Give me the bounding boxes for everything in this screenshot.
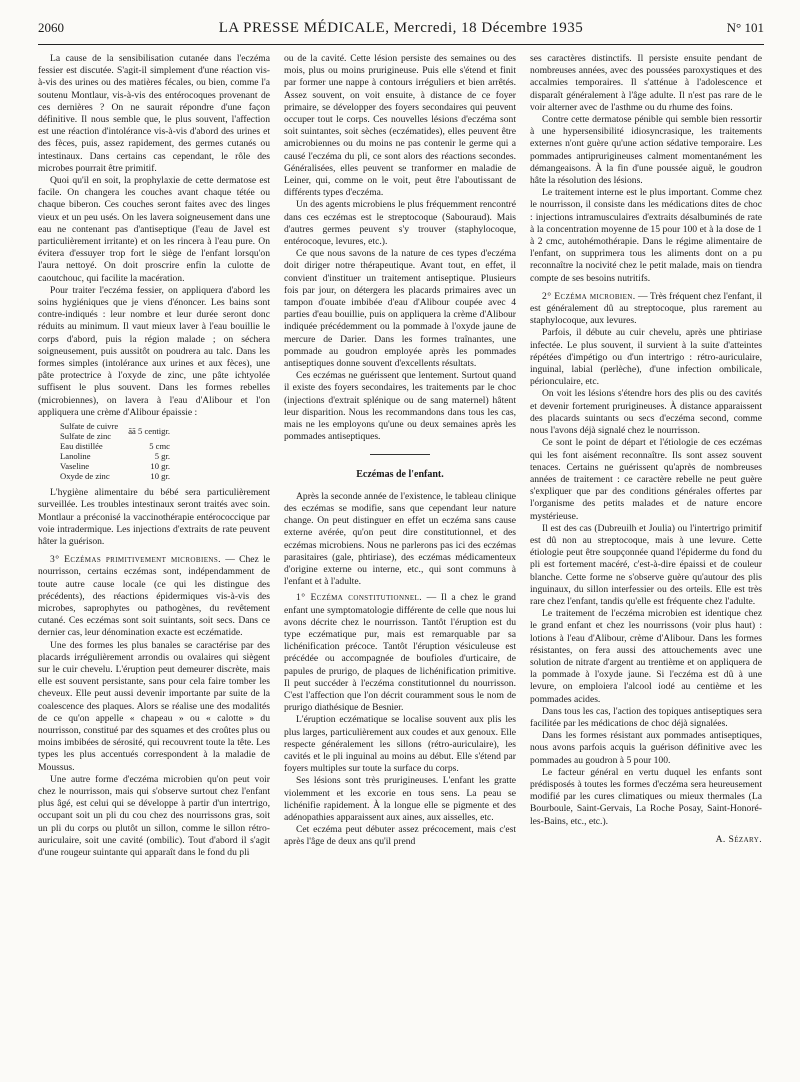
ingredient: Vaseline [60, 461, 90, 472]
issue-date: Mercredi, 18 Décembre 1935 [393, 20, 584, 36]
author-signature: A. Sézary. [715, 833, 762, 845]
article-columns [38, 53, 764, 859]
paragraph: ses caractères distinctifs. Il persiste ensuite pendant de nombreuses années, avec des poussées paroxystiques et des accalmies temporaires. Il s'atténue à l'adolescence et disparaît généralement à l'âge adulte. Il n'est pas rare de le voir alterner avec de l'asthme ou du rhume des foins. [530, 53, 762, 113]
paragraph-text: — Chez le nourrisson, certains eczémas sont, indépendamment de toute autre cause locale (ce qui les distingue des précédents), des réactions épidermiques vis-à-vis des microbes, saprophytes ou pathogènes, du revêtement cutané. Ces eczémas sont soit suintants, soit secs. Dans ce dernier cas, leur dénomination exacte est eczématide. [38, 554, 270, 639]
column-2 [284, 53, 516, 859]
prescription-formula [58, 421, 172, 481]
paragraph: Après la seconde année de l'existence, le tableau clinique des eczémas se modifie, sans que cependant leur nature change. On peut distinguer en effet un eczéma sans cause externe avérée, qu'on peut dire constitutionnel, et des eczémas microbiens. Nous ne parlerons pas ici des eczémas parasitaires (gale, phtiriase), des eczémas médicamenteux d'origine externe ou interne, etc., qui sont communs à l'enfant et à l'adulte. [284, 490, 516, 588]
paragraph: Le facteur général en vertu duquel les enfants sont prédisposés à toutes les formes d'eczéma sera heureusement modifié par les cures climatiques ou mieux thermales (La Bourboule, Saint-Gervais, La Roche Posay, Saint-Honoré-les-Bains, etc., etc.). [530, 766, 762, 827]
journal-name: LA PRESSE MÉDICALE, [218, 20, 390, 36]
paragraph: Ses lésions sont très prurigineuses. L'enfant les gratte violemment et les excorie en tous sens. La peau se lichénifie rapidement. À la longue elle se pigmente et des adénopathies apparaissent aux aines, aux aisselles, etc. [284, 775, 516, 823]
paragraph: La cause de la sensibilisation cutanée dans l'eczéma fessier est discutée. S'agit-il simplement d'une réaction vis-à-vis des urines ou des matières fécales, ou bien, comme l'a soutenu Montlaur, vis-à-vis des entérocoques provenant de ces dernières ? On ne saurait répondre d'une façon définitive. Il nous semble que, le plus souvent, l'affection est une réaction d'intolérance vis-à-vis d'abord des urines et des fèces, puis, assez rapidement, des germes cutanés ou intestinaux. Dans certains cas cependant, le rôle des microbes pourrait être primitif. [38, 53, 270, 174]
paragraph: Parfois, il débute au cuir chevelu, après une phtiriase infectée. Le plus souvent, il survient à la suite d'atteintes répétées d'impétigo ou d'un intertrigo : rétro-auriculaire, inguinal, labial (perlèche), d'une infection ombilicale, périonculaire, etc. [530, 327, 762, 388]
ingredient: Sulfate de zinc [60, 431, 112, 442]
formula-row [58, 421, 172, 431]
paragraph: L'hygiène alimentaire du bébé sera particulièrement surveillée. Les troubles intestinaux seront traités avec soin. Montlaur a préconisé la vaccinothérapie entérococcique par voie intradermique. Les injections d'extraits de rate peuvent hâter la guérison. [38, 487, 270, 547]
paragraph: Ces eczémas ne guérissent que lentement. Surtout quand il existe des foyers secondaires, les traitements par le choc (injections d'extrait splénique ou de sang maternel) hâtent leur disparition. Nous les recommandons dans tous les cas, mais ne les employons qu'une ou deux semaines après les pommades antiseptiques. [284, 370, 516, 443]
paragraph: Le traitement interne est le plus important. Comme chez le nourrisson, il consiste dans les médications dites de choc : injections intramusculaires d'extraits désalbuminés de rate à la concentration moyenne de 15 pour 100 et à la dose de 1 à 2 cmc, autohémothérapie. Dans le régime alimentaire de l'enfant, on supprimera tous les aliments dont on a pu reconnaître la nocivité chez le petit malade, mais on tiendra compte de ses besoins nutritifs. [530, 187, 762, 284]
paragraph-text: — Il a chez le grand enfant une symptomatologie différente de celle que nous lui avons décrite chez le nourrisson. Tantôt l'éruption est du type eczématique pur, mais est remarquable par sa lichénification précoce. Tantôt l'éruption vésiculeuse est précédée ou accompagnée de boufioles d'urticaire, de papules de prurigo, de plaques de lichénification primitive. Il peut succéder à l'eczéma constitutionnel du nourrisson. C'est l'affection que l'on décrit couramment sous le nom de prurigo diathésique de Besnier. [284, 592, 516, 714]
quantity: 5 cmc [149, 441, 170, 452]
quantity: 5 gr. [154, 451, 170, 462]
section-heading-inline: 3° Eczémas primitivement microbiens. [50, 554, 221, 566]
paragraph: Dans les formes résistant aux pommades antiseptiques, nous avons parfois acquis la guérison définitive avec les pommades au goudron à 5 pour 100. [530, 730, 762, 766]
paragraph: Cet eczéma peut débuter assez précocement, mais c'est après l'âge de deux ans qu'il prend [284, 824, 516, 848]
section-divider [370, 454, 430, 455]
section-heading: Eczémas de l'enfant. [356, 468, 444, 480]
paragraph: Quoi qu'il en soit, la prophylaxie de cette dermatose est facile. On changera les couches avant chaque tétée ou chaque biberon. Ces couches seront faites avec des linges vieux et un peu usés. On les lavera soigneusement dans une eau ne contenant pas d'antiseptique (l'eau de Javel est particulièrement irritante) et on les rincera à l'eau pure. On évitera d'essuyer trop fort le siège de l'enfant lorsqu'on l'aura nettoyé. On doit proscrire enfin la culotte de caoutchouc, qui facilite la macération. [38, 175, 270, 284]
paragraph: Ce que nous savons de la nature de ces types d'eczéma doit diriger notre thérapeutique. Avant tout, en effet, il convient d'instituer un traitement antiseptique. Plusieurs fois par jour, on détergera les placards primaires avec un tampon d'ouate imbibée d'eau d'Alibour coupée avec 4 parties d'eau bouillie, puis on appliquera la crème d'Alibour indiquée précédemment ou la pommade à l'oxyde jaune de mercure de Darier. Dans les formes traînantes, une pommade au goudron employée après les pommades antiseptiques donne souvent d'excellents résultats. [284, 248, 516, 370]
paragraph: Il est des cas (Dubreuilh et Joulia) ou l'intertrigo primitif est dû non au streptocoque, mais à une levure. Cette étiologie peut être soupçonnée quand l'épiderme du fond du pli est fortement macéré, c'est-à-dire épaissi et de couleur blanche. Cette forme ne s'observe guère qu'autour des plis inguinaux, du sillon interfessier ou des orteils. Elle est très rare chez l'enfant, tandis qu'elle est fréquente chez l'adulte. [530, 522, 762, 607]
paragraph [284, 592, 516, 714]
paragraph [530, 291, 762, 328]
section-heading-inline: 2° Eczéma microbien. [542, 290, 636, 302]
journal-title [219, 20, 584, 37]
quantity: āā 5 centigr. [128, 426, 170, 437]
paragraph: Pour traiter l'eczéma fessier, on appliquera d'abord les soins hygiéniques que je viens d'énoncer. Les bains sont contre-indiqués : leur nombre et leur durée seront donc réduits au minimum. Il vaut mieux laver à l'eau bouillie le corps d'abord, puis la région malade ; on séchera soigneusement, puis aussitôt on poudrera au talc. Dans les formes simples (intolérance aux urines et aux fèces), une pâte protectrice à l'oxyde de zinc, une pâte ichtyolée suffisent le plus souvent. Dans les formes rebelles (microbiennes), on lavera à l'eau d'Alibour et l'on appliquera une crème d'Alibour épaissie : [38, 284, 270, 418]
paragraph: L'éruption eczématique se localise souvent aux plis les plus larges, particulièrement aux coudes et aux genoux. Elle respecte généralement les sillons (rétro-auriculaire), les cavités et le pli inguinal au moins au début. Elle s'étend par foyers multiples sur toute la surface du corps. [284, 714, 516, 775]
issue-number: N° 101 [726, 20, 764, 35]
paragraph: ou de la cavité. Cette lésion persiste des semaines ou des mois, plus ou moins prurigineuse. Puis elle s'étend et finit par former une nappe à contours irréguliers et bien arrêtés. Assez souvent, on voit ensuite, à distance de ce foyer primaire, se développer des foyers secondaires qui peuvent occuper tout le corps. Ces nouvelles lésions d'eczéma sont soit suintantes, soit sèches (eczématides), elles peuvent être amicrobiennes ou du moins ne pas contenir le germe qui a causé l'eczéma du pli, ce sont alors des réactions secondes. Généralisées, elles peuvent se tranformer en maladie de Leiner, qui, comme on le voit, peut être l'aboutissant de différents types d'eczéma. [284, 53, 516, 199]
column-3 [530, 53, 762, 859]
page-header [38, 20, 764, 45]
paragraph: On voit les lésions s'étendre hors des plis ou des cavités et devenir fortement prurigineuses. À distance apparaissent des placards suintants ou secs d'eczéma second, comme nous l'avons déjà signalé chez le nourrisson. [530, 388, 762, 437]
paragraph: Ce sont le point de départ et l'étiologie de ces eczémas qui les font aisément reconnaître. Ils sont assez souvent tenaces. Certains ne guérissent qu'après de nombreuses années de traitement : ce caractère rebelle ne peut guère s'expliquer que par des conditions générales offertes par l'organisme des petits malades et de nature encore mystérieuse. [530, 437, 762, 522]
quantity: 10 gr. [150, 461, 170, 472]
paragraph: Une autre forme d'eczéma microbien qu'on peut voir chez le nourrisson, mais qui s'observe surtout chez l'enfant plus âgé, est celui qui se développe à partir d'un intertrigo, occupant soit un pli du cou chez des nourrissons gras, soit un pli du corps ou plutôt un sillon, comme le sillon rétro-auriculaire, soit une cavité (ombilic). Tout d'abord il s'agit d'une rougeur suintante qui apparaît dans le fond du pli [38, 773, 270, 858]
formula-row [58, 461, 172, 471]
paragraph [38, 554, 270, 639]
quantity: 10 gr. [150, 471, 170, 482]
ingredient: Oxyde de zinc [60, 471, 110, 482]
formula-row [58, 451, 172, 461]
formula-row [58, 471, 172, 481]
paragraph: Une des formes les plus banales se caractérise par des placards irrégulièrement arrondis ou ovalaires qui siègent sur le cuir chevelu. L'éruption peut demeurer discrète, mais elle est souvent persistante, sans pour cela faire tomber les cheveux. Elle peut aussi devenir importante par suite de la coalescence des plaques. Alors se réalise une des modalités de ce qu'on appelle « chapeau » ou « calotte » du nourrisson, constitué par des squames et des croûtes plus ou moins imbibées de sérosité, qui recouvrent toute la tête. Les types les plus accentués correspondent à la maladie de Moussus. [38, 639, 270, 773]
formula-row [58, 441, 172, 451]
ingredient: Sulfate de cuivre [60, 421, 119, 432]
paragraph: Dans tous les cas, l'action des topiques antiseptiques sera facilitée par les médications de choc déjà signalées. [530, 705, 762, 729]
paragraph: Un des agents microbiens le plus fréquemment rencontré dans ces eczémas est le streptocoque (Sabouraud). Mais d'autres germes peuvent s'y trouver (staphylocoque, entérocoque, levures, etc.). [284, 199, 516, 248]
section-heading-inline: 1° Eczéma constitutionnel. [296, 592, 423, 604]
ingredient: Eau distillée [60, 441, 103, 452]
paragraph-text: — Très fréquent chez l'enfant, il est généralement dû au streptocoque, plus rarement au staphylocoque, aux levures. [530, 290, 762, 327]
paragraph: Le traitement de l'eczéma microbien est identique chez le grand enfant et chez les nourrissons (voir plus haut) : lotions à l'eau d'Alibour, crème d'Alibour. Dans les formes résistantes, on fera aussi des attouchements avec une solution de nitrate d'argent au trentième et on appliquera de la pommade à l'oxyde jaune. Si l'eczéma est dû à une levure, on emploiera l'alcool iodé au centième et les pommades acides. [530, 608, 762, 705]
paragraph: Contre cette dermatose pénible qui semble bien ressortir à une hypersensibilité idiosyncrasique, les traitements externes n'ont guère qu'une action sédative temporaire. Les pommades antiprurigineuses calment momentanément les démangeaisons. À la fin d'une poussée aiguë, le goudron hâte la résolution des lésions. [530, 114, 762, 187]
page-number: 2060 [38, 20, 64, 35]
column-1 [38, 53, 270, 859]
ingredient: Lanoline [60, 451, 91, 462]
